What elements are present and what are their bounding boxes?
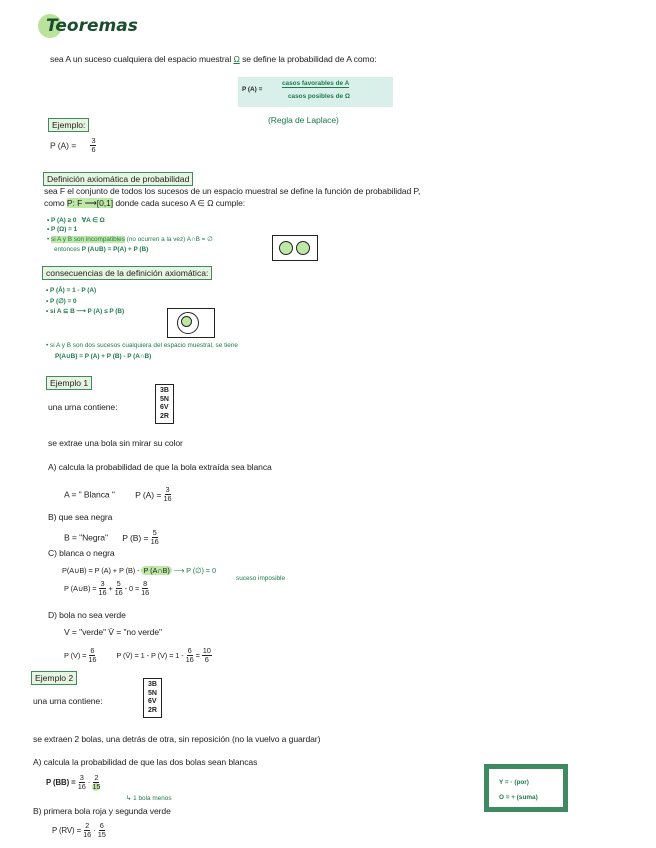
laplace-caption: (Regla de Laplace): [268, 115, 339, 125]
consecuencia-2: • P (∅) = 0: [46, 298, 77, 305]
laplace-denominator: casos posibles de Ω: [288, 93, 350, 100]
consecuencia-extra-1-text: si A y B son dos sucesos cualquiera del espacio muestral, se tiene: [50, 342, 238, 349]
axiomatica-line2: [44, 198, 245, 209]
venn-circle-a: [279, 241, 293, 255]
axiom-item-4: [54, 245, 148, 253]
ejemplo1-question-d: D) bola no sea verde: [48, 610, 126, 620]
e2-b-n2: 6: [99, 821, 104, 830]
b-fraction: [151, 529, 159, 546]
c-fraction-1: [98, 580, 106, 597]
axiom-2-text: P (Ω) = 1: [51, 226, 78, 233]
a-probability: P (A) =: [135, 489, 162, 500]
c-f1-num: 3: [100, 579, 105, 588]
axiomatica-line2-a: como: [44, 198, 65, 208]
consecuencia-extra-2: P(A∪B) = P (A) + P (B) - P (A∩B): [55, 353, 152, 360]
ejemplo1-answer-c-line1: [62, 566, 216, 575]
axiom-item-1: • P (A) ≥ 0 ∀A ∈ Ω: [47, 217, 105, 224]
axiomatica-mapping: P: F ⟶[0,1]: [66, 198, 114, 208]
e2-b-d2: 15: [97, 830, 106, 839]
d-equals: =: [195, 651, 200, 660]
ejemplo1-d-definition: V = "verde" V̄ = "no verde": [64, 627, 162, 637]
e2-a-n2: 2: [94, 773, 99, 782]
legend-o: O = + (suma): [499, 794, 538, 801]
b-den: 16: [150, 537, 159, 546]
laplace-lhs: P (A) =: [242, 86, 263, 93]
consecuencias-heading: consecuencias de la definición axiomática:: [42, 266, 212, 280]
urn2-item-n: 5N: [148, 689, 157, 697]
consecuencia-3-text: si A ⊆ B ⟶ P (A) ≤ P (B): [50, 308, 125, 315]
ejemplo2-question-a: A) calcula la probabilidad de que las dos bolas sean blancas: [33, 757, 258, 767]
b-definition: B = "Negra": [64, 532, 108, 543]
ejemplo-expression: [50, 137, 96, 154]
ejemplo2-question-b: B) primera bola roja y segunda verde: [33, 806, 171, 816]
a-fraction: [164, 486, 172, 503]
axiom-4-text: entonces: [54, 246, 80, 253]
c-line2-lhs: P (A∪B) =: [64, 584, 97, 593]
venn-circle-inner: [181, 316, 192, 327]
e2-a-probability: P (BB) =: [46, 778, 76, 787]
e2-a-note-text: 1 bola menos: [133, 795, 172, 802]
c-f3-num: 8: [143, 579, 148, 588]
ejemplo1-urn-contents: [155, 384, 174, 424]
consecuencia-3: • si A ⊆ B ⟶ P (A) ≤ P (B): [46, 308, 125, 315]
axiom-3-note: (no ocurren a la vez) A∩B = ∅: [126, 236, 213, 243]
ejemplo-label: Ejemplo:: [48, 118, 89, 132]
axiomatica-heading: Definición axiomática de probabilidad: [43, 172, 193, 186]
e2-b-fraction-2: [98, 822, 106, 839]
ejemplo1-question-c: C) blanca o negra: [48, 548, 115, 558]
e2-a-d2: 15: [92, 782, 101, 791]
ejemplo-lhs: P (A) =: [50, 140, 77, 151]
c-f1-den: 16: [98, 588, 107, 597]
e2-a-n1: 3: [79, 773, 84, 782]
ejemplo2-answer-a: P (BB) = $\frac{3}{16}$ · $\frac{2}{15}$: [46, 773, 101, 791]
b-num: 5: [152, 528, 157, 537]
axiomatica-line1: sea F el conjunto de todos los sucesos de un espacio muestral se define la función de probabilidad P,: [44, 186, 421, 196]
c-f3-den: 16: [141, 588, 150, 597]
c-line1-main: P(A∪B) = P (A) + P (B) -: [62, 566, 140, 575]
e2-b-n1: 2: [85, 821, 90, 830]
omega-symbol: Ω: [233, 54, 240, 64]
ejemplo1-label: Ejemplo 1: [46, 376, 92, 390]
ejemplo1-answer-d: [64, 647, 212, 664]
axiom-3-text: si A y B son incompatibles: [51, 236, 125, 243]
d-d3: 6: [204, 655, 209, 664]
ejemplo1-question-a: A) calcula la probabilidad de que la bola extraída sea blanca: [48, 462, 272, 472]
d-p2: P (V̄) = 1 - P (V) = 1 -: [116, 651, 184, 660]
a-den: 16: [163, 494, 172, 503]
page-title: Teoremas: [46, 16, 138, 36]
laplace-numerator: casos favorables de A: [282, 80, 350, 87]
d-n1: 6: [90, 646, 95, 655]
ejemplo-fraction: [90, 137, 96, 154]
axiom-4-note: P (A∪B) = P(A) + P (B): [81, 246, 149, 253]
ejemplo2-extract: se extraen 2 bolas, una detrás de otra, sin reposición (no la vuelvo a guardar): [33, 734, 321, 744]
b-probability: P (B) =: [122, 532, 149, 543]
consecuencia-1-text: P (Ā) = 1 - P (A): [50, 287, 97, 294]
ejemplo1-extract: se extrae una bola sin mirar su color: [48, 438, 183, 448]
ejemplo2-label: Ejemplo 2: [31, 671, 77, 685]
ejemplo-den: 6: [91, 145, 96, 154]
a-definition: A = " Blanca ": [64, 489, 115, 500]
legend-y: Y = · (por): [499, 779, 529, 786]
e2-b-probability: P (RV) =: [52, 826, 82, 835]
e2-a-fraction-1: [78, 774, 86, 791]
d-fraction-1: [88, 647, 96, 664]
legend-box: [484, 764, 568, 812]
consecuencia-extra-1: • si A y B son dos sucesos cualquiera del espacio muestral, se tiene: [46, 342, 238, 349]
axiom-item-3: • si A y B son incompatibles (no ocurren a la vez) A∩B = ∅: [47, 236, 213, 243]
e2-a-note: ↳ 1 bola menos: [126, 795, 172, 802]
d-d2: 16: [185, 655, 194, 664]
axiomatica-line2-c: donde cada suceso A ∈ Ω cumple:: [115, 198, 246, 208]
venn-circle-b: [296, 241, 310, 255]
ejemplo2-urn-text: una urna contiene:: [33, 696, 103, 706]
ejemplo1-answer-c-line2: P (A∪B) = $\frac{3}{16}$ + $\frac{5}{16}$ - 0 = $\frac{8}{16}$: [64, 579, 150, 597]
d-n2: 6: [187, 646, 192, 655]
urn1-item-b: 3B: [160, 387, 169, 394]
e2-a-d1: 16: [77, 782, 86, 791]
ejemplo1-answer-b: [64, 529, 159, 546]
c-line1-highlight: P (A∩B): [143, 566, 170, 575]
consecuencia-1: • P (Ā) = 1 - P (A): [46, 287, 97, 294]
urn2-item-r: 2R: [148, 706, 157, 714]
urn2-item-b: 3B: [148, 681, 157, 688]
urn1-item-r: 2R: [160, 412, 169, 420]
intro-text: [50, 54, 377, 64]
c-f2-num: 5: [116, 579, 121, 588]
e2-a-fraction-2: [92, 774, 100, 791]
ejemplo2-urn-contents: [143, 678, 162, 718]
ejemplo1-question-b: B) que sea negra: [48, 512, 113, 522]
c-fraction-3: [141, 580, 149, 597]
urn2-item-v: 6V: [148, 698, 157, 706]
axiom-1-note: ∀A ∈ Ω: [81, 217, 105, 224]
d-d1: 16: [88, 655, 97, 664]
a-num: 3: [165, 485, 170, 494]
intro-main: sea A un suceso cualquiera del espacio muestral: [50, 54, 232, 64]
c-arrow-empty-set: ⟶ P (∅) = 0: [173, 566, 216, 575]
urn1-item-n: 5N: [160, 395, 169, 403]
ejemplo2-answer-b: P (RV) = $\frac{2}{16}$ · $\frac{6}{15}$: [52, 821, 106, 839]
ejemplo1-answer-a: [64, 486, 172, 503]
urn1-item-v: 6V: [160, 404, 169, 412]
intro-tail: se define la probabilidad de A como:: [242, 54, 377, 64]
d-p1: P (V) =: [64, 651, 87, 660]
laplace-formula: [238, 77, 393, 107]
c-f2-den: 16: [114, 588, 123, 597]
d-fraction-2: [186, 647, 194, 664]
venn-subset-diagram: [167, 308, 215, 338]
axiom-item-2: • P (Ω) = 1: [47, 226, 78, 233]
ejemplo-num: 3: [91, 136, 96, 145]
c-impossible-note: suceso imposible: [236, 575, 286, 582]
e2-b-fraction-1: [83, 822, 91, 839]
venn-disjoint-diagram: [272, 235, 318, 261]
c-mid: - 0 =: [124, 584, 140, 593]
e2-b-d1: 16: [83, 830, 92, 839]
ejemplo1-urn-text: una urna contiene:: [48, 402, 118, 412]
c-fraction-2: [115, 580, 123, 597]
d-fraction-3: [202, 647, 212, 664]
d-n3: 10: [202, 646, 211, 655]
axiom-1-text: P (A) ≥ 0: [51, 217, 77, 224]
consecuencia-2-text: P (∅) = 0: [50, 298, 77, 305]
